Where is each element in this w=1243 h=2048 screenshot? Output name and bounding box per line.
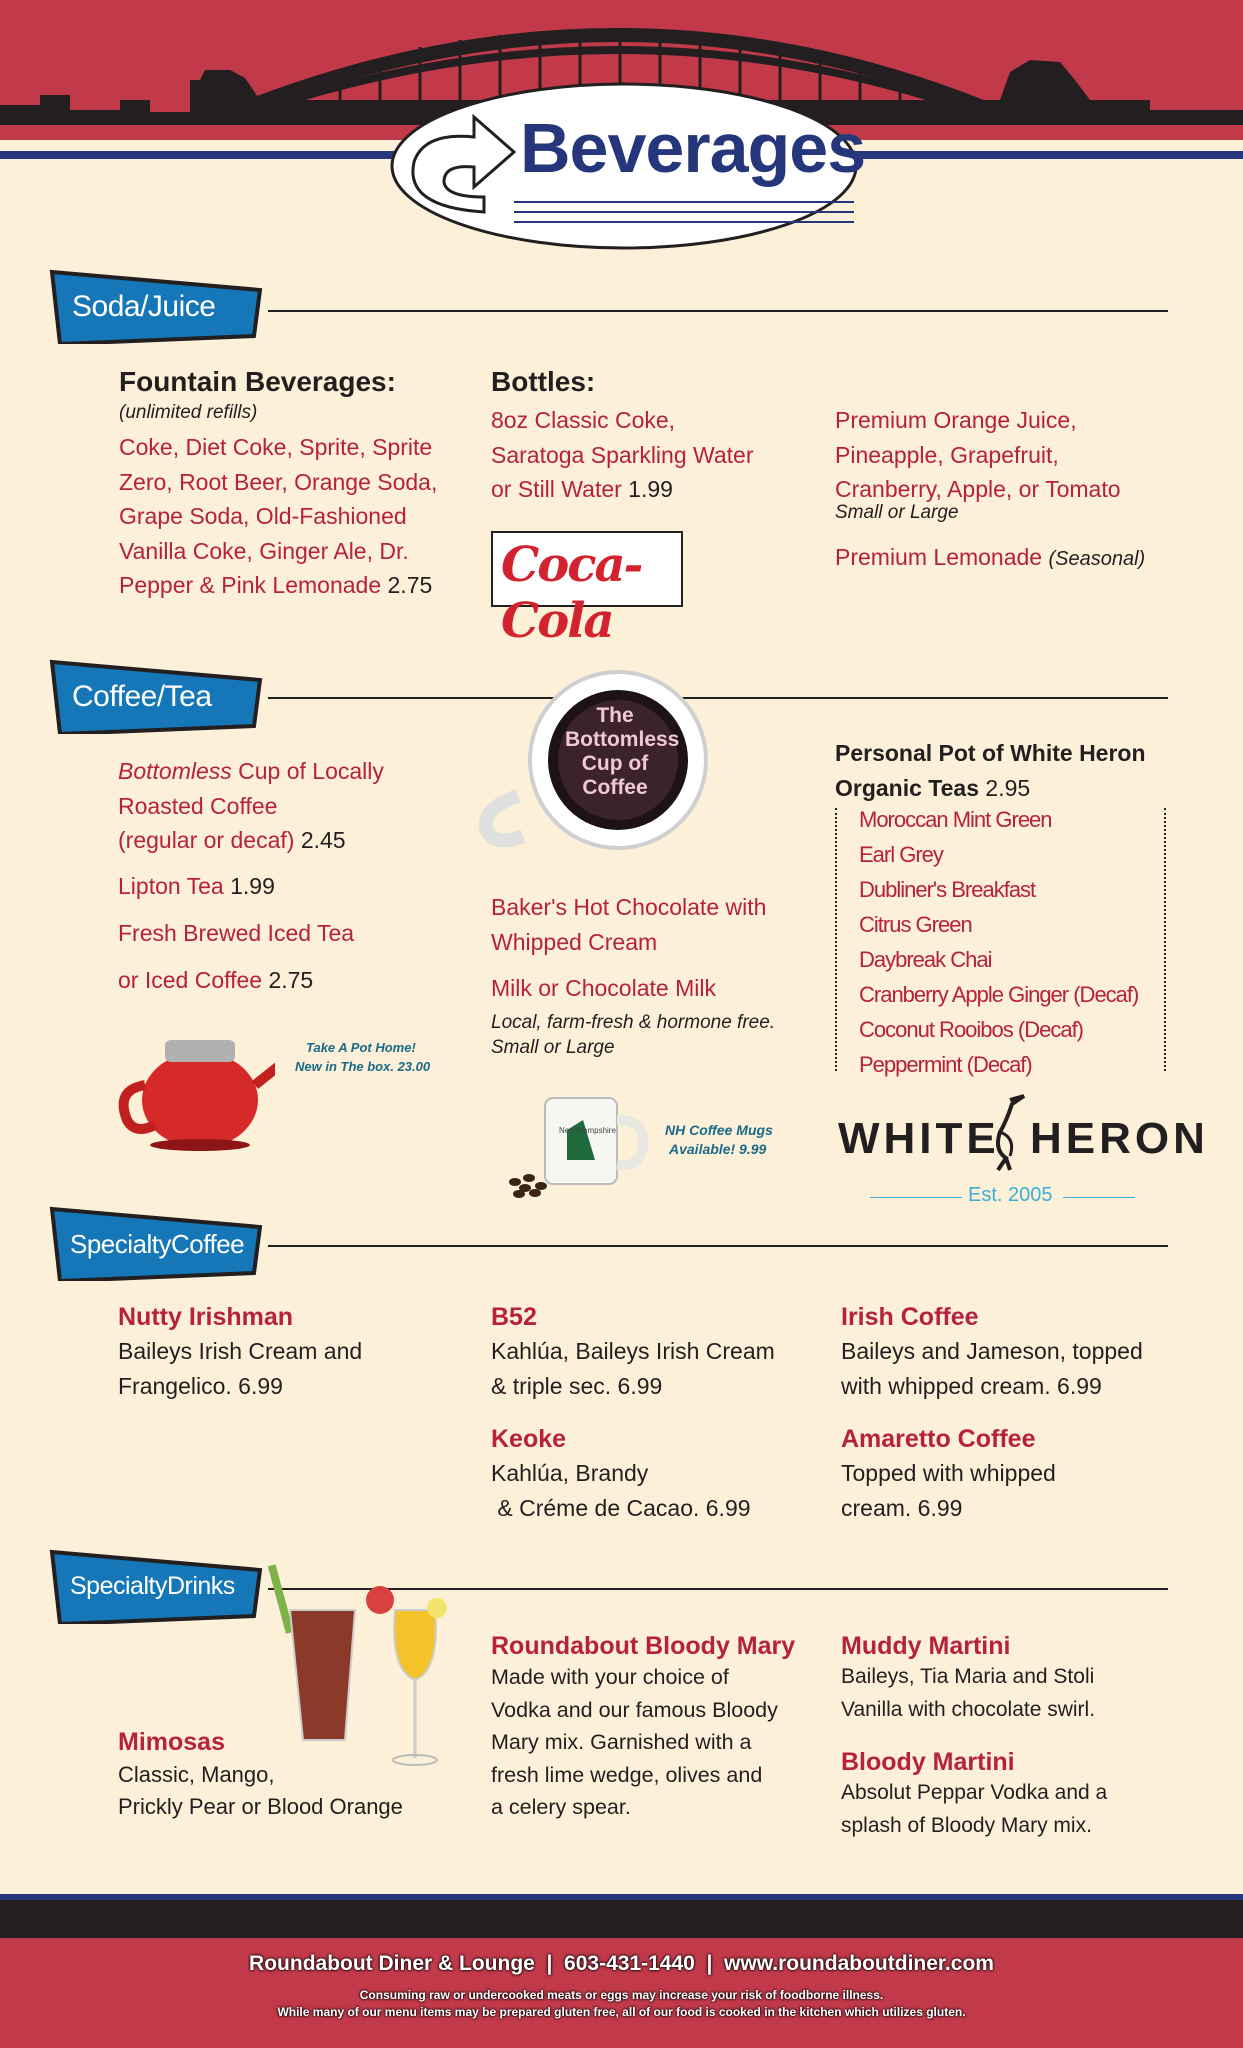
menu-item-mimosas: Mimosas Classic, Mango, Prickly Pear or Blood Orange [118,1728,403,1819]
teapot-note-2: New in The box. 23.00 [295,1059,431,1074]
teapot-note-1: Take A Pot Home! [306,1040,416,1055]
section-tab-soda-juice [48,268,263,344]
section-divider [268,697,1168,699]
bottles-heading: Bottles: [491,366,596,397]
milk-note-2: Small or Large [491,1037,615,1058]
section-tab-label: Soda/Juice [72,290,216,323]
bottles-list: 8oz Classic Coke, Saratoga Sparkling Water or Still Water 1.99 [491,407,754,502]
white-heron-logo-right: HERON [1030,1114,1209,1163]
tea-list: Moroccan Mint Green Earl Grey Dubliner's Breakfast Citrus Green Daybreak Chai Cranberry Apple Ginger (Decaf) Coconut Rooibos (Decaf) Peppermint (Decaf) [859,807,1139,1077]
mug-label: New Hampshire [559,1126,616,1135]
heron-est-rule-left [870,1197,962,1198]
mug-note-1: NH Coffee Mugs [665,1122,773,1138]
red-teapot-illustration [115,1025,275,1155]
white-heron-est: Est. 2005 [968,1184,1053,1206]
lipton-tea: Lipton Tea 1.99 [118,873,275,899]
bottomless-coffee: Bottomless Cup of Locally Roasted Coffee (regular or decaf) 2.45 [118,758,384,853]
section-tab-label: SpecialtyCoffee [70,1229,245,1259]
menu-item-roundabout-bloody-mary: Roundabout Bloody Mary Made with your choice of Vodka and our famous Bloody Mary mix. Garnished with a fresh lime wedge, olives and a celery spear. [491,1632,796,1819]
section-tab-coffee-tea [48,658,263,734]
footer-disclaimer-2: While many of our menu items may be prepared gluten free, all of our food is cooked in the kitchen which utilizes gluten. [277,2005,966,2019]
menu-item-bloody-martini: Bloody Martini Absolut Peppar Vodka and a splash of Bloody Mary mix. [841,1748,1108,1837]
bottles-price: 1.99 [628,476,673,502]
footer-disclaimer-1: Consuming raw or undercooked meats or eggs may increase your risk of foodborne illness. [359,1988,884,2002]
menu-item-nutty-irishman: Nutty Irishman Baileys Irish Cream and Frangelico. 6.99 [118,1303,363,1399]
juice-list: Premium Orange Juice, Pineapple, Grapefruit, Cranberry, Apple, or Tomato [835,407,1121,502]
fountain-heading: Fountain Beverages: [119,366,396,397]
iced-tea-line1: Fresh Brewed Iced Tea [118,920,355,946]
white-heron-logo-left: WHITE [838,1114,1000,1163]
menu-item-muddy-martini: Muddy Martini Baileys, Tia Maria and Stoli Vanilla with chocolate swirl. [841,1632,1096,1721]
footer-black-band [0,1900,1243,1938]
section-tab-specialty-coffee [48,1205,263,1281]
milk-note-1: Local, farm-fresh & hormone free. [491,1012,776,1033]
white-heron-heading: Personal Pot of White Heron Organic Teas 2.95 [835,740,1146,801]
milk-line: Milk or Chocolate Milk [491,975,716,1001]
heron-bird-icon [980,1092,1030,1172]
section-tab-specialty-drinks [48,1548,263,1624]
section-divider [268,1245,1168,1247]
footer-contact: Roundabout Diner & Lounge | 603-431-1440 | www.roundaboutdiner.com [249,1952,994,1975]
menu-item-keoke: Keoke Kahlúa, Brandy & Créme de Cacao. 6.99 [491,1425,751,1521]
lemonade-line: Premium Lemonade (Seasonal) [835,544,1146,570]
coca-cola-logo: Coca-Cola [491,531,683,607]
coffee-mug-illustration [505,1090,655,1205]
page-title: Beverages [520,109,866,187]
white-heron-price: 2.95 [985,774,1031,801]
fountain-note: (unlimited refills) [119,402,258,423]
section-tab-label: Coffee/Tea [72,680,212,713]
cup-text: The Bottomless Cup of Coffee [565,704,680,799]
bottomless-price: 2.45 [300,827,346,853]
menu-item-b52: B52 Kahlúa, Baileys Irish Cream & triple sec. 6.99 [491,1303,775,1399]
mug-note-2: Available! 9.99 [669,1141,767,1157]
juice-size-note: Small or Large [835,502,959,523]
menu-item-amaretto-coffee: Amaretto Coffee Topped with whipped cream. 6.99 [841,1425,1056,1521]
fountain-list: Coke, Diet Coke, Sprite, Sprite Zero, Root Beer, Orange Soda, Grape Soda, Old-Fashioned Vanilla Coke, Ginger Ale, Dr. Pepper & Pink Lemonade 2.75 [119,434,438,598]
section-tab-label: SpecialtyDrinks [70,1572,235,1600]
menu-item-irish-coffee: Irish Coffee Baileys and Jameson, topped with whipped cream. 6.99 [841,1303,1143,1399]
iced-tea-line2: or Iced Coffee 2.75 [118,967,314,993]
hot-chocolate: Baker's Hot Chocolate with Whipped Cream [491,894,767,955]
section-divider [268,310,1168,312]
fountain-price: 2.75 [387,572,433,598]
heron-est-rule-right [1063,1197,1135,1198]
